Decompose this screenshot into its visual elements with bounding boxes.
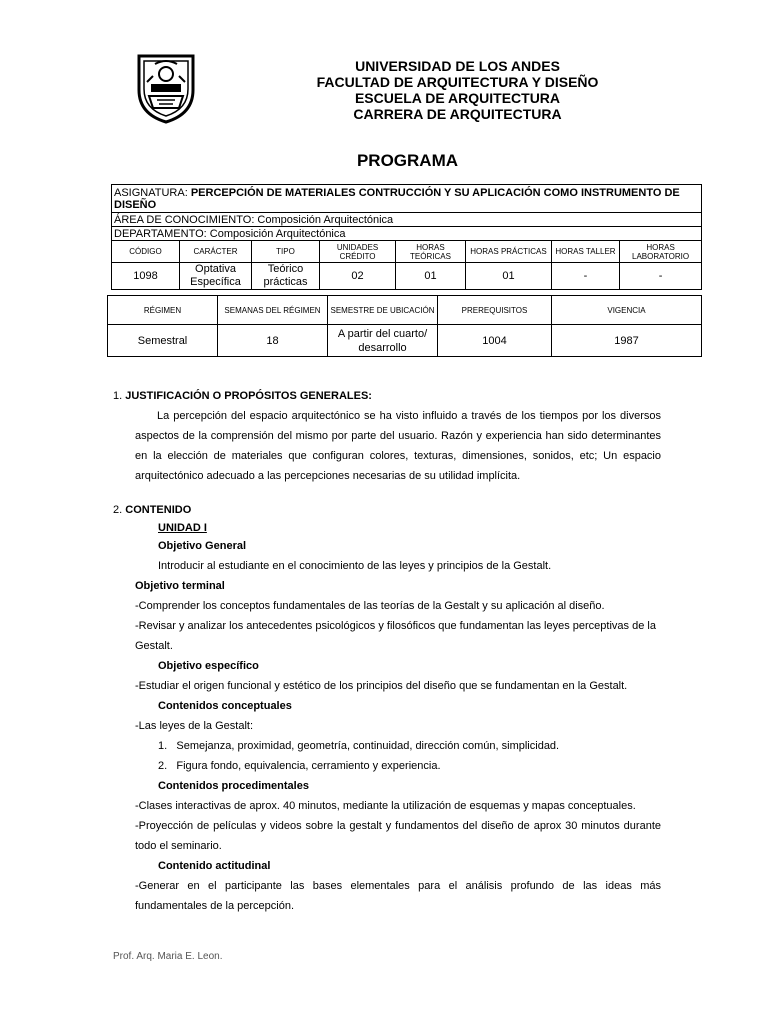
header-horas-laboratorio: HORAS LABORATORIO bbox=[620, 241, 702, 263]
regimen-table bbox=[107, 295, 702, 357]
value-semanas: 18 bbox=[218, 325, 328, 357]
conceptual-heading: Contenidos conceptuales bbox=[158, 700, 292, 712]
attitudinal-text: -Generar en el participante las bases elementales para el análisis profundo de las ideas más fundamentales de la percepción. bbox=[135, 880, 661, 912]
institution-header bbox=[300, 58, 615, 122]
header-tipo: TIPO bbox=[252, 241, 320, 263]
university-seal-logo bbox=[133, 52, 199, 124]
conceptual-item-1: 1. Semejanza, proximidad, geometría, continuidad, dirección común, simplicidad. bbox=[158, 740, 560, 752]
section-2-heading: 2. CONTENIDO bbox=[113, 504, 192, 516]
asignatura-value: PERCEPCIÓN DE MATERIALES CONTRUCCIÓN Y SU APLICACIÓN COMO INSTRUMENTO DE DISEÑO bbox=[114, 186, 680, 211]
value-codigo: 1098 bbox=[112, 263, 180, 290]
area-row: ÁREA DE CONOCIMIENTO: Composición Arquitectónica bbox=[112, 213, 702, 227]
general-objective-text: Introducir al estudiante en el conocimiento de las leyes y principios de la Gestalt. bbox=[158, 560, 552, 572]
procedural-item-1: -Clases interactivas de aprox. 40 minutos, mediante la utilización de esquemas y mapas conceptuales. bbox=[135, 800, 636, 812]
course-header-row bbox=[112, 241, 702, 263]
value-vigencia: 1987 bbox=[552, 325, 702, 357]
value-prerequisitos: 1004 bbox=[438, 325, 552, 357]
faculty-name: FACULTAD DE ARQUITECTURA Y DISEÑO bbox=[316, 74, 599, 90]
departamento-row: DEPARTAMENTO: Composición Arquitectónica bbox=[112, 227, 702, 241]
header-semestre: SEMESTRE DE UBICACIÓN bbox=[328, 296, 438, 325]
conceptual-item-2: 2. Figura fondo, equivalencia, cerramiento y experiencia. bbox=[158, 760, 441, 772]
header-semanas: SEMANAS DEL RÉGIMEN bbox=[218, 296, 328, 325]
page-title: PROGRAMA bbox=[356, 151, 459, 170]
conceptual-intro: -Las leyes de la Gestalt: bbox=[135, 720, 254, 732]
header-horas-practicas: HORAS PRÁCTICAS bbox=[466, 241, 552, 263]
value-semestre: A partir del cuarto/ desarrollo bbox=[328, 325, 438, 357]
procedural-item-2: -Proyección de películas y videos sobre la gestalt y fundamentos del diseño de aprox 30 minutos durante todo el seminario. bbox=[135, 820, 661, 852]
section-1-text: La percepción del espacio arquitectónico se ha visto influido a través de los tiempos por los diversos aspectos de la comprensión del mismo por parte del usuario. Razón y experiencia han sido determinantes en la elección de materiales que configuran colores, texturas, dimensiones, sonidos, etc; Un espacio arquitectónico adecuado a las percepciones necesarias de su utilidad implícita. bbox=[135, 410, 661, 482]
school-name: ESCUELA DE ARQUITECTURA bbox=[354, 90, 561, 106]
unit-title: UNIDAD I bbox=[158, 522, 207, 534]
career-name: CARRERA DE ARQUITECTURA bbox=[353, 106, 562, 122]
value-caracter: Optativa Específica bbox=[180, 263, 252, 290]
terminal-objective-heading: Objetivo terminal bbox=[135, 580, 225, 592]
header-codigo: CÓDIGO bbox=[112, 241, 180, 263]
regimen-values-row bbox=[108, 325, 702, 357]
asignatura-label: ASIGNATURA: bbox=[114, 186, 188, 199]
header-vigencia: VIGENCIA bbox=[552, 296, 702, 325]
procedural-heading: Contenidos procedimentales bbox=[158, 780, 309, 792]
value-unidades-credito: 02 bbox=[320, 263, 396, 290]
asignatura-row bbox=[112, 185, 702, 213]
header-prerequisitos: PREREQUISITOS bbox=[438, 296, 552, 325]
specific-objective-heading: Objetivo específico bbox=[158, 660, 259, 672]
value-regimen: Semestral bbox=[108, 325, 218, 357]
specific-objective-text: -Estudiar el origen funcional y estético de los principios del diseño que se fundamentan en la Gestalt. bbox=[135, 680, 628, 692]
value-horas-taller: - bbox=[552, 263, 620, 290]
header-horas-teoricas: HORAS TEÓRICAS bbox=[396, 241, 466, 263]
course-info-table bbox=[111, 184, 702, 290]
regimen-header-row bbox=[108, 296, 702, 325]
program-content bbox=[113, 386, 661, 916]
university-name: UNIVERSIDAD DE LOS ANDES bbox=[355, 58, 560, 74]
header-regimen: RÉGIMEN bbox=[108, 296, 218, 325]
header-horas-taller: HORAS TALLER bbox=[552, 241, 620, 263]
value-tipo: Teórico prácticas bbox=[252, 263, 320, 290]
terminal-item-1: -Comprender los conceptos fundamentales de las teorías de la Gestalt y su aplicación al diseño. bbox=[135, 600, 605, 612]
header-caracter: CARÁCTER bbox=[180, 241, 252, 263]
general-objective-heading: Objetivo General bbox=[158, 540, 247, 552]
header-unidades-credito: UNIDADES CRÉDITO bbox=[320, 241, 396, 263]
course-values-row bbox=[112, 263, 702, 290]
footer-author: Prof. Arq. Maria E. Leon. bbox=[113, 951, 223, 962]
terminal-item-2: -Revisar y analizar los antecedentes psicológicos y filosóficos que fundamentan las leyes perceptivas de la Gestalt. bbox=[135, 620, 656, 652]
section-1-heading: 1. JUSTIFICACIÓN O PROPÓSITOS GENERALES: bbox=[113, 390, 372, 402]
value-horas-laboratorio: - bbox=[620, 263, 702, 290]
value-horas-practicas: 01 bbox=[466, 263, 552, 290]
attitudinal-heading: Contenido actitudinal bbox=[158, 860, 271, 872]
value-horas-teoricas: 01 bbox=[396, 263, 466, 290]
